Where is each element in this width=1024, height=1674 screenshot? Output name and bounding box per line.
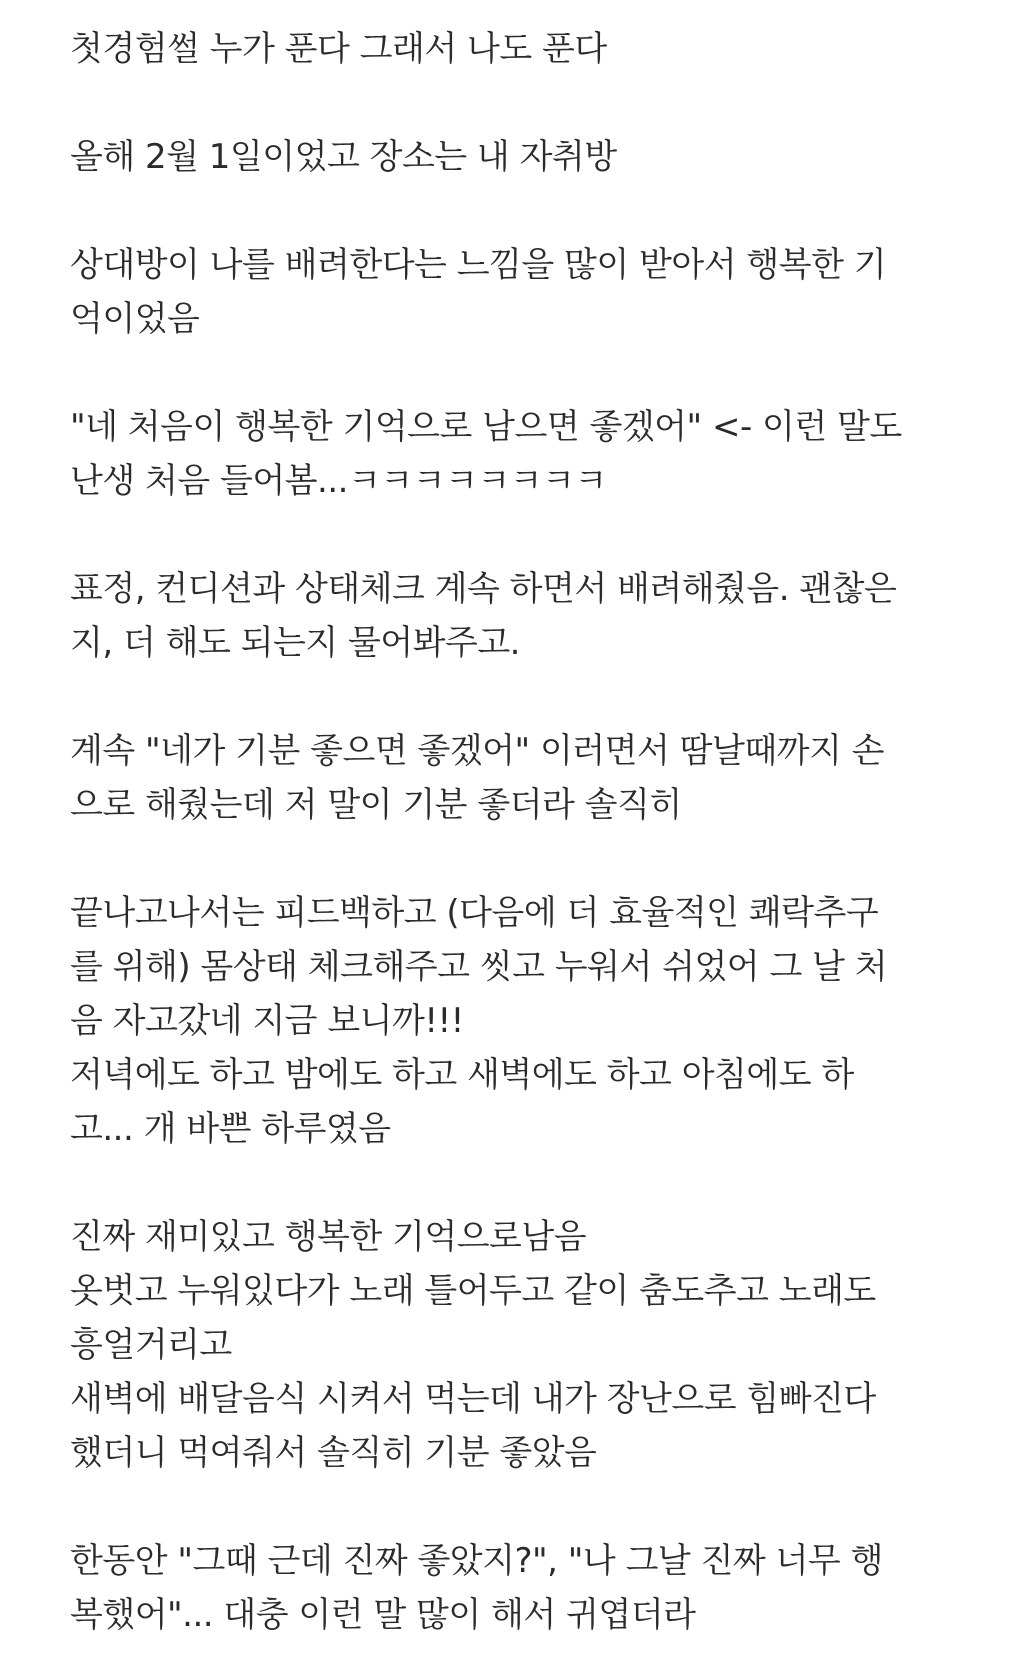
text-line: 지, 더 해도 되는지 물어봐주고. <box>70 623 520 663</box>
text-line: 첫경험썰 누가 푼다 그래서 나도 푼다 <box>70 29 607 69</box>
paragraph-5 <box>70 562 964 670</box>
text-line: 억이었음 <box>70 299 200 339</box>
text-line: 끝나고나서는 피드백하고 (다음에 더 효율적인 쾌락추구 <box>70 893 879 933</box>
paragraph-2 <box>70 130 964 184</box>
paragraph-9 <box>70 1534 964 1642</box>
text-line: "네 처음이 행복한 기억으로 남으면 좋겠어" <- 이런 말도 <box>70 407 902 447</box>
paragraph-3 <box>70 238 964 346</box>
paragraph-4 <box>70 400 964 508</box>
text-line: 복했어"... 대충 이런 말 많이 해서 귀엽더라 <box>70 1595 696 1635</box>
paragraph-7 <box>70 886 964 1156</box>
text-line: 고... 개 바쁜 하루였음 <box>70 1109 391 1149</box>
text-line: 올해 2월 1일이었고 장소는 내 자취방 <box>70 137 617 177</box>
text-line: 한동안 "그때 근데 진짜 좋았지?", "나 그날 진짜 너무 행 <box>70 1541 883 1581</box>
text-line: 으로 해줬는데 저 말이 기분 좋더라 솔직히 <box>70 785 682 825</box>
text-line: 흥얼거리고 <box>70 1325 232 1365</box>
text-line: 했더니 먹여줘서 솔직히 기분 좋았음 <box>70 1433 597 1473</box>
text-line: 상대방이 나를 배려한다는 느낌을 많이 받아서 행복한 기 <box>70 245 887 285</box>
paragraph-8 <box>70 1210 964 1480</box>
text-line: 새벽에 배달음식 시켜서 먹는데 내가 장난으로 힘빠진다 <box>70 1379 876 1419</box>
text-line: 저녁에도 하고 밤에도 하고 새벽에도 하고 아침에도 하 <box>70 1055 854 1095</box>
text-line: 계속 "네가 기분 좋으면 좋겠어" 이러면서 땀날때까지 손 <box>70 731 884 771</box>
text-line: 를 위해) 몸상태 체크해주고 씻고 누워서 쉬었어 그 날 처 <box>70 947 888 987</box>
text-line: 음 자고갔네 지금 보니까!!! <box>70 1001 464 1041</box>
text-line: 표정, 컨디션과 상태체크 계속 하면서 배려해줬음. 괜찮은 <box>70 569 897 609</box>
text-line: 옷벗고 누워있다가 노래 틀어두고 같이 춤도추고 노래도 <box>70 1271 876 1311</box>
paragraph-6 <box>70 724 964 832</box>
paragraph-1 <box>70 22 964 76</box>
text-line: 난생 처음 들어봄...ㅋㅋㅋㅋㅋㅋㅋㅋ <box>70 461 607 501</box>
text-line: 진짜 재미있고 행복한 기억으로남음 <box>70 1217 587 1257</box>
